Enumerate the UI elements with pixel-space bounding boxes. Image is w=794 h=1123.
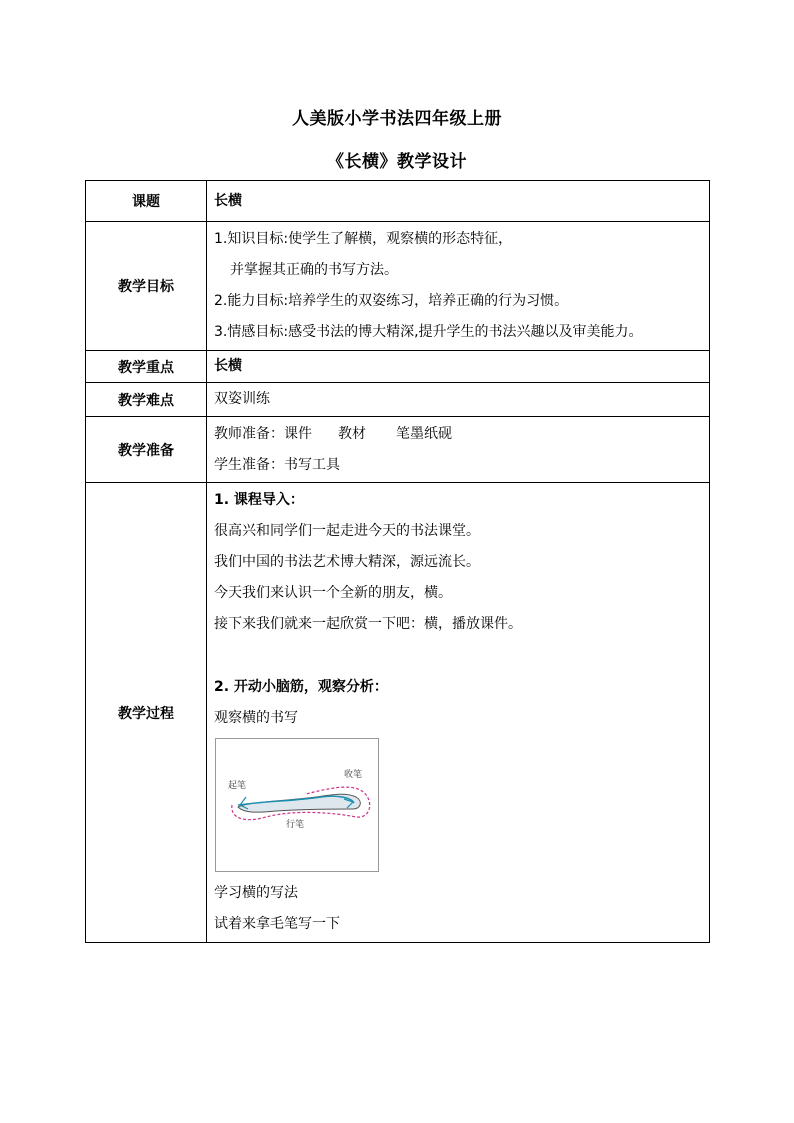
- topic-value: 长横: [214, 192, 242, 209]
- label-preparation: 教学准备: [86, 417, 207, 483]
- process-line: 今天我们来认识一个全新的朋友，横。: [214, 585, 452, 601]
- section-title: 2. 开动小脑筋，观察分析：: [214, 679, 388, 695]
- section-title: 1. 课程导入：: [214, 492, 304, 508]
- label-start: 起笔: [228, 781, 247, 791]
- row-objectives: [86, 222, 710, 351]
- document-title: 人美版小学书法四年级上册: [292, 109, 502, 129]
- objective-line: 3.情感目标:感受书法的博大精深,提升学生的书法兴趣以及审美能力。: [214, 324, 643, 340]
- lesson-plan-table: [85, 180, 710, 943]
- teacher-item: 课件: [284, 425, 312, 442]
- label-topic: 课题: [86, 181, 207, 222]
- document-subtitle: 《长横》教学设计: [327, 152, 467, 172]
- label-difficulty: 教学难点: [86, 383, 207, 417]
- process-line: 试着来拿毛笔写一下: [214, 916, 340, 932]
- key-point-value: 长横: [214, 358, 242, 374]
- label-end: 收笔: [344, 770, 363, 780]
- label-middle: 行笔: [286, 820, 305, 830]
- teacher-prefix: 教师准备：: [214, 425, 284, 442]
- student-preparation: 学生准备：书写工具: [214, 456, 340, 473]
- objective-line: 1.知识目标:使学生了解横，观察横的形态特征，: [214, 231, 513, 247]
- label-objectives: 教学目标: [86, 222, 207, 351]
- row-difficulty: [86, 383, 710, 417]
- label-process: 教学过程: [86, 483, 207, 943]
- label-key-point: 教学重点: [86, 351, 207, 383]
- process-line: 学习横的写法: [214, 885, 298, 901]
- process-line: 接下来我们就来一起欣赏一下吧：横，播放课件。: [214, 616, 522, 632]
- row-topic: [86, 181, 710, 222]
- teacher-preparation: [214, 419, 709, 450]
- row-key-point: [86, 351, 710, 383]
- objective-line: 2.能力目标:培养学生的双姿练习，培养正确的行为习惯。: [214, 293, 569, 309]
- row-preparation: [86, 417, 710, 483]
- difficulty-value: 双姿训练: [214, 391, 270, 407]
- process-line: 观察横的书写: [214, 710, 298, 726]
- stroke-diagram: [215, 738, 379, 872]
- row-process: [86, 483, 710, 943]
- objective-line: 并掌握其正确的书写方法。: [230, 262, 398, 278]
- process-line: 很高兴和同学们一起走进今天的书法课堂。: [214, 523, 480, 539]
- process-line: 我们中国的书法艺术博大精深，源远流长。: [214, 554, 480, 570]
- horizontal-stroke-diagram: [216, 739, 378, 871]
- teacher-item: 教材: [338, 425, 366, 442]
- teacher-item: 笔墨纸砚: [396, 425, 452, 442]
